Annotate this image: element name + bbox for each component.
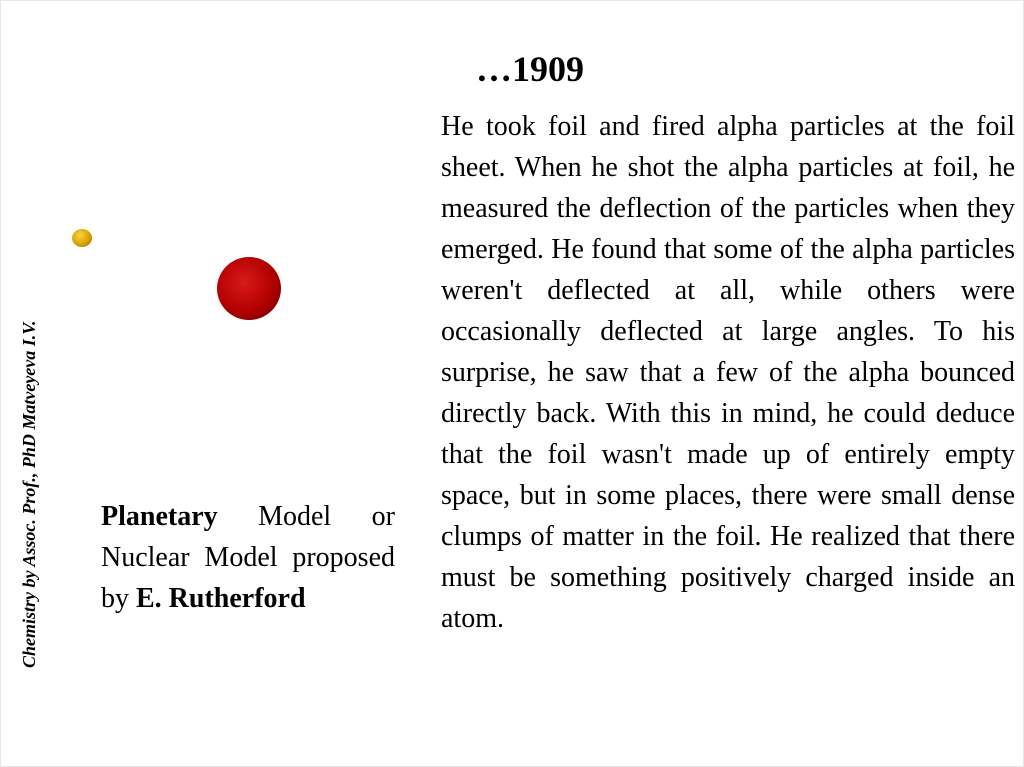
experiment-description: He took foil and fired alpha particles at the foil sheet. When he shot the alpha particles at foil, he measured the deflection of the particles when they emerged. He found that some of the alpha particles weren't deflected at all, while others were occasionally deflected at large angles. To his surprise, he saw that a few of the alpha bounced directly back. With this in mind, he could deduce that the foil wasn't made up of entirely empty space, but in some places, there were small dense clumps of matter in the foil. He realized that there must be something positively charged inside an atom. [441,111,1015,634]
sidebar-credit: Chemistry by Assoc. Prof., PhD Matveyeva I.V. [19,320,39,668]
caption-bold-rutherford: E. Rutherford [136,583,306,614]
model-caption [101,496,395,619]
nucleus-sphere [217,257,281,320]
electron-sphere [72,229,92,247]
caption-bold-planetary: Planetary [101,501,218,532]
caption-text: Model or Nuclear Model proposed by [101,501,395,614]
slide-title: …1909 [476,49,584,89]
